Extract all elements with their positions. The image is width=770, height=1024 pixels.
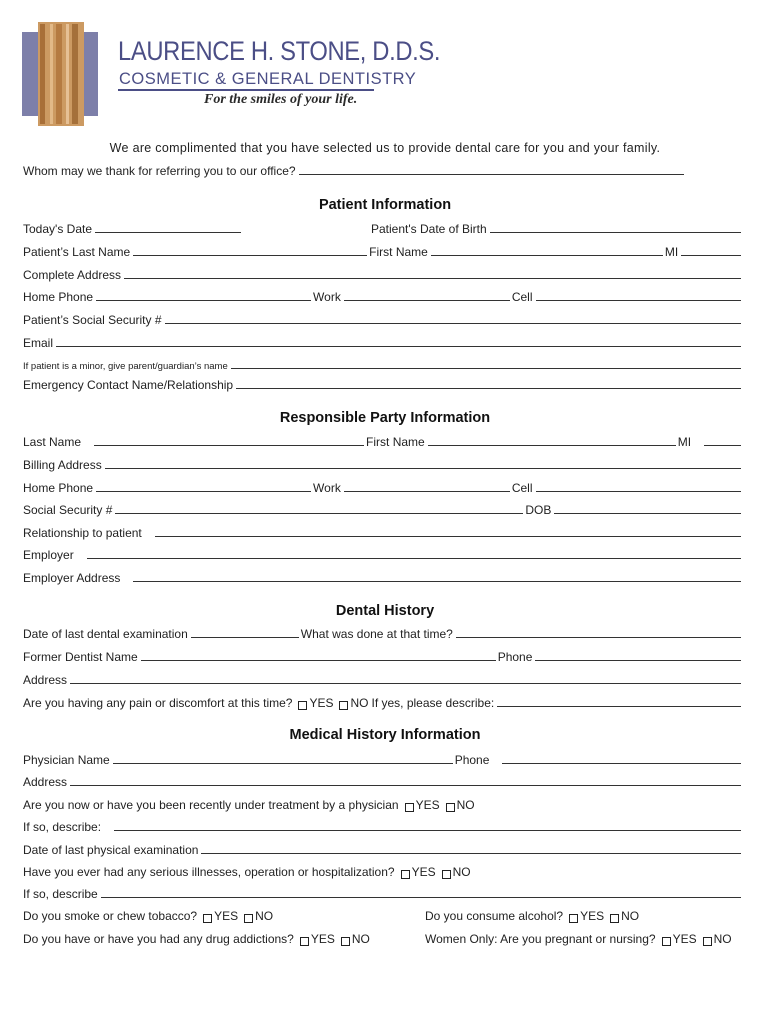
illness-describe-row bbox=[23, 885, 743, 901]
first-name-field[interactable] bbox=[431, 255, 663, 256]
pain-yes-label: YES bbox=[309, 696, 334, 710]
physician-phone-label: Phone bbox=[454, 753, 490, 767]
todays-date-field[interactable] bbox=[95, 232, 241, 233]
rp-first-name-label: First Name bbox=[366, 435, 425, 449]
practice-type: COSMETIC & GENERAL DENTISTRY bbox=[119, 70, 417, 88]
dental-heading: Dental History bbox=[335, 603, 435, 619]
drug-no-label: NO bbox=[351, 932, 370, 946]
pregnant-yes-label: YES bbox=[672, 932, 697, 946]
rp-ssn-label: Social Security # bbox=[23, 503, 113, 517]
tobacco-yes-checkbox[interactable] bbox=[203, 914, 212, 923]
todays-date-label: Today's Date bbox=[23, 222, 92, 236]
tobacco-no-label: NO bbox=[255, 909, 274, 923]
rp-dob-field[interactable] bbox=[554, 513, 741, 514]
treatment-no-label: NO bbox=[456, 798, 475, 812]
rp-work-label: Work bbox=[313, 481, 341, 495]
pain-no-label: NO bbox=[350, 696, 369, 710]
rp-first-name-field[interactable] bbox=[428, 445, 676, 446]
tobacco-no-checkbox[interactable] bbox=[244, 914, 253, 923]
patient-heading: Patient Information bbox=[318, 197, 452, 213]
billing-address-label: Billing Address bbox=[23, 458, 102, 472]
first-name-label: First Name bbox=[369, 245, 428, 259]
rp-home-phone-label: Home Phone bbox=[23, 481, 94, 495]
welcome-text: We are complimented that you have selected us to provide dental care for you and your family. bbox=[109, 141, 661, 155]
drug-group bbox=[23, 932, 425, 946]
former-dentist-label: Former Dentist Name bbox=[23, 650, 138, 664]
what-done-label: What was done at that time? bbox=[300, 627, 453, 641]
home-phone-label: Home Phone bbox=[23, 290, 94, 304]
last-name-label: Patient’s Last Name bbox=[23, 245, 131, 259]
mi-field[interactable] bbox=[681, 255, 741, 256]
alcohol-question: Do you consume alcohol? bbox=[425, 909, 564, 923]
employer-address-row bbox=[23, 569, 743, 585]
illness-yes-checkbox[interactable] bbox=[401, 870, 410, 879]
illness-yes-label: YES bbox=[411, 865, 436, 879]
emergency-field[interactable] bbox=[236, 388, 741, 389]
patient-name-row bbox=[23, 243, 743, 259]
medical-heading: Medical History Information bbox=[289, 727, 481, 743]
dentist-address-row bbox=[23, 671, 743, 687]
pain-yes-checkbox[interactable] bbox=[298, 701, 307, 710]
ssn-label: Patient’s Social Security # bbox=[23, 313, 162, 327]
alcohol-no-label: NO bbox=[621, 909, 640, 923]
email-field[interactable] bbox=[56, 346, 741, 347]
alcohol-no-checkbox[interactable] bbox=[610, 914, 619, 923]
referral-field[interactable] bbox=[299, 174, 684, 175]
pain-question: Are you having any pain or discomfort at this time? bbox=[23, 696, 293, 710]
tobacco-group bbox=[23, 909, 425, 923]
dentist-address-label: Address bbox=[23, 673, 68, 687]
drug-yes-label: YES bbox=[310, 932, 335, 946]
treatment-question: Are you now or have you been recently under treatment by a physician bbox=[23, 798, 399, 812]
alcohol-yes-label: YES bbox=[580, 909, 605, 923]
rp-home-phone-field[interactable] bbox=[96, 491, 311, 492]
treatment-row bbox=[23, 796, 743, 812]
physician-label: Physician Name bbox=[23, 753, 110, 767]
rp-mi-field[interactable] bbox=[704, 445, 741, 446]
physician-row bbox=[23, 751, 743, 767]
cell-phone-field[interactable] bbox=[536, 300, 742, 301]
drug-no-checkbox[interactable] bbox=[341, 937, 350, 946]
treatment-describe-label: If so, describe: bbox=[23, 820, 102, 834]
drug-question: Do you have or have you had any drug addictions? bbox=[23, 932, 294, 946]
pain-row bbox=[23, 694, 743, 710]
mi-label: MI bbox=[664, 245, 679, 259]
habits-row-2 bbox=[23, 930, 743, 946]
rp-ssn-field[interactable] bbox=[115, 513, 523, 514]
last-physical-row bbox=[23, 841, 743, 857]
rp-mi-label: MI bbox=[677, 435, 692, 449]
work-phone-field[interactable] bbox=[344, 300, 510, 301]
pain-describe-field[interactable] bbox=[497, 706, 741, 707]
tobacco-question: Do you smoke or chew tobacco? bbox=[23, 909, 198, 923]
brand-divider bbox=[118, 89, 374, 91]
treatment-describe-field[interactable] bbox=[114, 830, 741, 831]
last-exam-label: Date of last dental examination bbox=[23, 627, 188, 641]
home-phone-field[interactable] bbox=[96, 300, 311, 301]
pain-describe-label: If yes, please describe: bbox=[371, 696, 495, 710]
rp-phone-row bbox=[23, 479, 743, 495]
dob-field[interactable] bbox=[490, 232, 741, 233]
practice-logo bbox=[22, 22, 441, 126]
guardian-field[interactable] bbox=[231, 368, 741, 369]
dentist-address-field[interactable] bbox=[70, 683, 741, 684]
email-label: Email bbox=[23, 336, 54, 350]
emergency-label: Emergency Contact Name/Relationship bbox=[23, 378, 234, 392]
habits-row-1 bbox=[23, 907, 743, 923]
physician-field[interactable] bbox=[113, 763, 453, 764]
last-exam-row bbox=[23, 625, 743, 641]
ssn-field[interactable] bbox=[165, 323, 741, 324]
dob-label: Patient's Date of Birth bbox=[371, 222, 487, 236]
email-row bbox=[23, 334, 743, 350]
work-label: Work bbox=[313, 290, 341, 304]
physician-address-label: Address bbox=[23, 775, 68, 789]
alcohol-yes-checkbox[interactable] bbox=[569, 914, 578, 923]
rp-cell-label: Cell bbox=[511, 481, 533, 495]
tobacco-yes-label: YES bbox=[214, 909, 239, 923]
pregnant-no-checkbox[interactable] bbox=[703, 937, 712, 946]
physician-address-field[interactable] bbox=[70, 785, 741, 786]
address-label: Complete Address bbox=[23, 268, 122, 282]
practice-name: LAURENCE H. STONE, D.D.S. bbox=[118, 36, 441, 66]
guardian-label: If patient is a minor, give parent/guardian’s name bbox=[23, 361, 228, 372]
employer-address-field[interactable] bbox=[133, 581, 741, 582]
responsible-name-row bbox=[23, 433, 743, 449]
tooth-column-logo-icon bbox=[22, 22, 98, 126]
date-row bbox=[23, 220, 743, 236]
illness-no-checkbox[interactable] bbox=[442, 870, 451, 879]
billing-row bbox=[23, 456, 743, 472]
drug-yes-checkbox[interactable] bbox=[300, 937, 309, 946]
last-physical-label: Date of last physical examination bbox=[23, 843, 199, 857]
relationship-label: Relationship to patient bbox=[23, 526, 142, 540]
treatment-describe-row bbox=[23, 818, 743, 834]
pain-no-checkbox[interactable] bbox=[339, 701, 348, 710]
pregnant-question: Women Only: Are you pregnant or nursing? bbox=[425, 932, 656, 946]
illness-describe-field[interactable] bbox=[101, 897, 741, 898]
address-field[interactable] bbox=[124, 278, 741, 279]
employer-label: Employer bbox=[23, 548, 74, 562]
responsible-heading: Responsible Party Information bbox=[279, 410, 491, 426]
rp-ssn-row bbox=[23, 501, 743, 517]
treatment-yes-label: YES bbox=[415, 798, 440, 812]
last-physical-field[interactable] bbox=[201, 853, 741, 854]
referral-label: Whom may we thank for referring you to our office? bbox=[23, 164, 296, 178]
physician-address-row bbox=[23, 773, 743, 789]
relationship-field[interactable] bbox=[155, 536, 741, 537]
rp-last-name-label: Last Name bbox=[23, 435, 82, 449]
illness-row bbox=[23, 863, 743, 879]
referral-row bbox=[23, 162, 743, 178]
illness-no-label: NO bbox=[452, 865, 471, 879]
rp-last-name-field[interactable] bbox=[94, 445, 364, 446]
last-exam-field[interactable] bbox=[191, 637, 299, 638]
rp-cell-phone-field[interactable] bbox=[536, 491, 742, 492]
employer-row bbox=[23, 546, 743, 562]
employer-address-label: Employer Address bbox=[23, 571, 121, 585]
illness-question: Have you ever had any serious illnesses, operation or hospitalization? bbox=[23, 865, 395, 879]
practice-tagline: For the smiles of your life. bbox=[204, 92, 358, 107]
treatment-no-checkbox[interactable] bbox=[446, 803, 455, 812]
dentist-phone-label: Phone bbox=[497, 650, 533, 664]
employer-field[interactable] bbox=[87, 558, 741, 559]
dentist-phone-field[interactable] bbox=[535, 660, 741, 661]
former-dentist-field[interactable] bbox=[141, 660, 496, 661]
treatment-yes-checkbox[interactable] bbox=[405, 803, 414, 812]
pregnant-no-label: NO bbox=[713, 932, 732, 946]
last-name-field[interactable] bbox=[133, 255, 367, 256]
guardian-row bbox=[23, 356, 743, 372]
former-dentist-row bbox=[23, 648, 743, 664]
billing-address-field[interactable] bbox=[105, 468, 741, 469]
emergency-row bbox=[23, 376, 743, 392]
illness-describe-label: If so, describe bbox=[23, 887, 98, 901]
rp-dob-label: DOB bbox=[525, 503, 552, 517]
ssn-row bbox=[23, 311, 743, 327]
what-done-field[interactable] bbox=[456, 637, 741, 638]
physician-phone-field[interactable] bbox=[502, 763, 741, 764]
pregnant-yes-checkbox[interactable] bbox=[662, 937, 671, 946]
address-row bbox=[23, 266, 743, 282]
rp-work-phone-field[interactable] bbox=[344, 491, 510, 492]
cell-label: Cell bbox=[511, 290, 533, 304]
relationship-row bbox=[23, 524, 743, 540]
patient-phone-row bbox=[23, 288, 743, 304]
